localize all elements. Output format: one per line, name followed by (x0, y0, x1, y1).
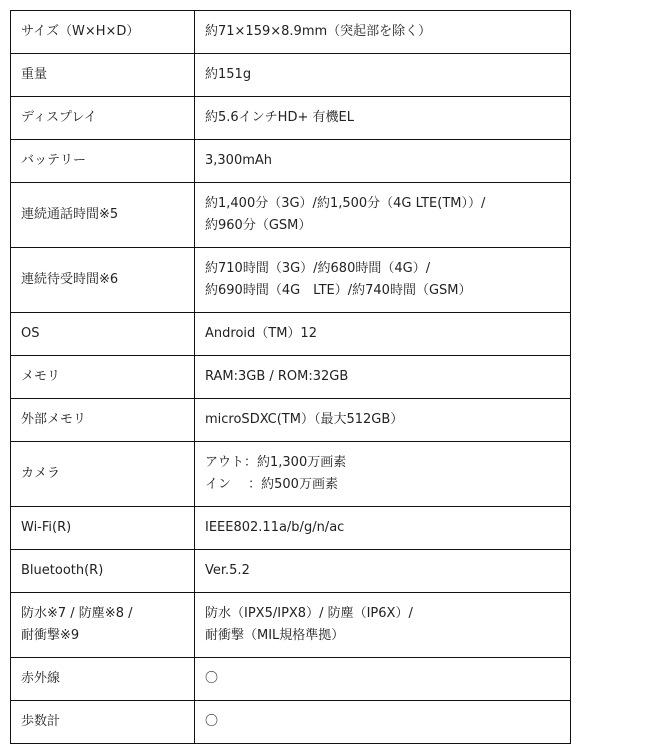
spec-label: 連続通話時間※5 (21, 207, 119, 222)
spec-value: 約5.6インチHD+ 有機EL (205, 110, 354, 125)
spec-label: メモリ (21, 369, 61, 384)
spec-value-cell (195, 11, 571, 54)
spec-label: 連続待受時間※6 (21, 272, 119, 287)
table-row (11, 550, 571, 593)
spec-label: Bluetooth(R) (21, 563, 104, 578)
spec-value-cell (195, 507, 571, 550)
table-row (11, 442, 571, 507)
spec-label-cell (11, 248, 195, 313)
spec-label-cell (11, 701, 195, 744)
table-row (11, 593, 571, 658)
spec-value-cell (195, 54, 571, 97)
spec-label-cell (11, 507, 195, 550)
spec-value: Android（TM）12 (205, 326, 317, 341)
table-row (11, 399, 571, 442)
spec-label-cell (11, 550, 195, 593)
spec-label-cell (11, 593, 195, 658)
spec-value: microSDXC(TM）（最大512GB） (205, 412, 404, 427)
spec-value-cell (195, 356, 571, 399)
spec-value: Ver.5.2 (205, 563, 250, 578)
spec-label: 歩数計 (21, 714, 61, 729)
spec-label: バッテリー (21, 153, 87, 168)
spec-value: 〇 (205, 714, 219, 729)
spec-label-cell (11, 54, 195, 97)
spec-label: サイズ（W×H×D） (21, 24, 140, 39)
table-row (11, 313, 571, 356)
spec-value-cell (195, 399, 571, 442)
spec-label: 重量 (21, 67, 48, 82)
spec-table (10, 10, 571, 744)
spec-value-cell (195, 593, 571, 658)
spec-value: イン ：約500万画素 (205, 477, 338, 492)
spec-label: 赤外線 (21, 671, 61, 686)
spec-value: 約710時間（3G）/約680時間（4G）/ (205, 261, 431, 276)
table-row (11, 97, 571, 140)
spec-value-cell (195, 97, 571, 140)
spec-label: 耐衝撃※9 (21, 628, 80, 643)
spec-value: 耐衝撃（MIL規格準拠） (205, 628, 345, 643)
spec-label-cell (11, 11, 195, 54)
spec-label: ディスプレイ (21, 110, 97, 125)
spec-label-cell (11, 313, 195, 356)
spec-label-cell (11, 183, 195, 248)
spec-label: OS (21, 326, 40, 341)
spec-label-cell (11, 97, 195, 140)
spec-label: カメラ (21, 466, 61, 481)
spec-label-cell (11, 658, 195, 701)
spec-value: RAM:3GB / ROM:32GB (205, 369, 349, 384)
spec-value: 防水（IPX5/IPX8）/ 防塵（IP6X）/ (205, 606, 413, 621)
spec-label-cell (11, 442, 195, 507)
spec-value-cell (195, 701, 571, 744)
spec-value-cell (195, 183, 571, 248)
spec-value-cell (195, 313, 571, 356)
spec-value-cell (195, 550, 571, 593)
spec-value: 約960分（GSM） (205, 218, 312, 233)
spec-value-cell (195, 658, 571, 701)
spec-value: 3,300mAh (205, 153, 273, 168)
spec-value-cell (195, 248, 571, 313)
table-row (11, 54, 571, 97)
spec-table-body (11, 11, 571, 744)
spec-value-cell (195, 442, 571, 507)
table-row (11, 658, 571, 701)
spec-label-cell (11, 399, 195, 442)
spec-label-cell (11, 356, 195, 399)
spec-value: 約1,400分（3G）/約1,500分（4G LTE(TM））/ (205, 196, 486, 211)
table-row (11, 356, 571, 399)
spec-value: 約151g (205, 67, 252, 82)
spec-label: 外部メモリ (21, 412, 87, 427)
table-row (11, 507, 571, 550)
spec-value: 〇 (205, 671, 219, 686)
spec-label: 防水※7 / 防塵※8 / (21, 606, 133, 621)
spec-value: IEEE802.11a/b/g/n/ac (205, 520, 345, 535)
table-row (11, 140, 571, 183)
spec-value: 約690時間（4G LTE）/約740時間（GSM） (205, 283, 472, 298)
spec-value: 約71×159×8.9mm（突起部を除く） (205, 24, 432, 39)
table-row (11, 11, 571, 54)
spec-label: Wi-Fi(R) (21, 520, 72, 535)
spec-value-cell (195, 140, 571, 183)
table-row (11, 248, 571, 313)
spec-value: アウト：約1,300万画素 (205, 455, 347, 470)
table-row (11, 701, 571, 744)
spec-label-cell (11, 140, 195, 183)
table-row (11, 183, 571, 248)
